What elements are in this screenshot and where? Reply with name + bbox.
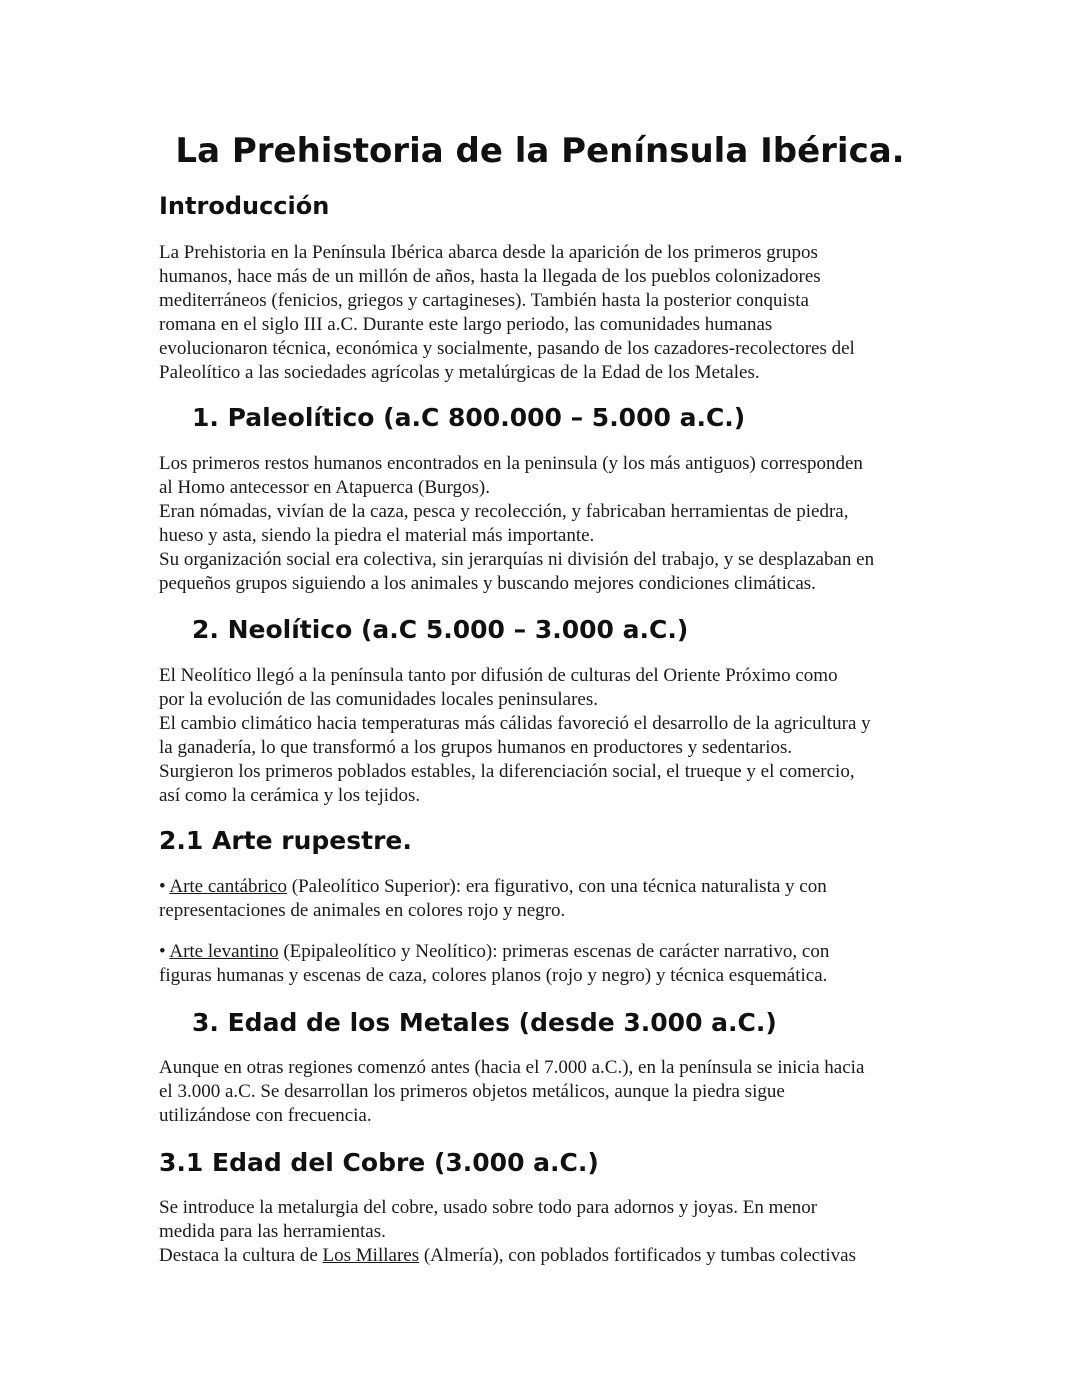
- neolitico-heading: 2. Neolítico (a.C 5.000 – 3.000 a.C.): [192, 615, 689, 644]
- text-line: mediterráneos (fenicios, griegos y cartagineses). También hasta la posterior conquista: [159, 290, 809, 311]
- text-line: utilizándose con frecuencia.: [159, 1105, 372, 1126]
- intro-paragraph: [159, 241, 934, 385]
- los-millares-term: Los Millares: [322, 1245, 420, 1266]
- paleolitico-heading: 1. Paleolítico (a.C 800.000 – 5.000 a.C.): [192, 403, 746, 432]
- text-line: la ganadería, lo que transformó a los grupos humanos en productores y sedentarios.: [159, 737, 793, 758]
- text-line: Se introduce la metalurgia del cobre, usado sobre todo para adornos y joyas. En menor: [159, 1197, 818, 1218]
- text-line: romana en el siglo III a.C. Durante este largo periodo, las comunidades humanas: [159, 314, 773, 335]
- metales-paragraph: [159, 1056, 934, 1128]
- text-fragment: Destaca la cultura de: [159, 1245, 323, 1266]
- intro-heading: Introducción: [159, 192, 330, 220]
- neolitico-paragraph: [159, 664, 934, 808]
- arte-levantino-item: [159, 940, 934, 988]
- text-line: Surgieron los primeros poblados estables, la diferenciación social, el trueque y el comercio,: [159, 761, 855, 782]
- arte-levantino-term: Arte levantino: [169, 941, 279, 962]
- cobre-heading: 3.1 Edad del Cobre (3.000 a.C.): [159, 1148, 599, 1177]
- text-fragment: (Almería), con poblados fortificados y tumbas colectivas: [419, 1245, 856, 1266]
- text-line: hueso y asta, siendo la piedra el material más importante.: [159, 525, 595, 546]
- text-fragment: (Paleolítico Superior): era figurativo, con una técnica naturalista y con: [287, 876, 827, 897]
- text-line: por la evolución de las comunidades locales peninsulares.: [159, 689, 598, 710]
- text-line: medida para las herramientas.: [159, 1221, 386, 1242]
- text-line: al Homo antecessor en Atapuerca (Burgos).: [159, 477, 490, 498]
- arte-cantabrico-term: Arte cantábrico: [169, 876, 287, 897]
- text-line: el 3.000 a.C. Se desarrollan los primeros objetos metálicos, aunque la piedra sigue: [159, 1081, 785, 1102]
- paleolitico-paragraph: [159, 452, 934, 596]
- metales-heading: 3. Edad de los Metales (desde 3.000 a.C.): [192, 1008, 777, 1037]
- bullet: •: [159, 941, 166, 962]
- arte-cantabrico-item: [159, 875, 934, 923]
- bullet: •: [159, 876, 166, 897]
- text-line: Aunque en otras regiones comenzó antes (hacia el 7.000 a.C.), en la península se inicia hacia: [159, 1057, 865, 1078]
- text-line: representaciones de animales en colores rojo y negro.: [159, 900, 566, 921]
- text-fragment: (Epipaleolítico y Neolítico): primeras escenas de carácter narrativo, con: [278, 941, 830, 962]
- text-line: El Neolítico llegó a la península tanto por difusión de culturas del Oriente Próximo como: [159, 665, 838, 686]
- text-line: humanos, hace más de un millón de años, hasta la llegada de los pueblos colonizadores: [159, 266, 821, 287]
- text-line: [159, 940, 934, 964]
- page-title: La Prehistoria de la Península Ibérica.: [175, 131, 905, 171]
- text-line: El cambio climático hacia temperaturas más cálidas favoreció el desarrollo de la agricultura y: [159, 713, 871, 734]
- text-line: La Prehistoria en la Península Ibérica abarca desde la aparición de los primeros grupos: [159, 242, 818, 263]
- text-line: Eran nómadas, vivían de la caza, pesca y recolección, y fabricaban herramientas de piedra,: [159, 501, 849, 522]
- text-line: Paleolítico a las sociedades agrícolas y metalúrgicas de la Edad de los Metales.: [159, 362, 760, 383]
- text-line: [159, 875, 934, 899]
- arte-heading: 2.1 Arte rupestre.: [159, 826, 412, 855]
- text-line: así como la cerámica y los tejidos.: [159, 785, 421, 806]
- cobre-paragraph: [159, 1196, 934, 1268]
- text-line: Su organización social era colectiva, sin jerarquías ni división del trabajo, y se desplazaban en: [159, 549, 875, 570]
- text-line: pequeños grupos siguiendo a los animales y buscando mejores condiciones climáticas.: [159, 573, 816, 594]
- text-line: evolucionaron técnica, económica y socialmente, pasando de los cazadores-recolectores del: [159, 338, 855, 359]
- text-line: Los primeros restos humanos encontrados en la peninsula (y los más antiguos) corresponden: [159, 453, 863, 474]
- text-line: figuras humanas y escenas de caza, colores planos (rojo y negro) y técnica esquemática.: [159, 965, 828, 986]
- text-line: [159, 1244, 934, 1268]
